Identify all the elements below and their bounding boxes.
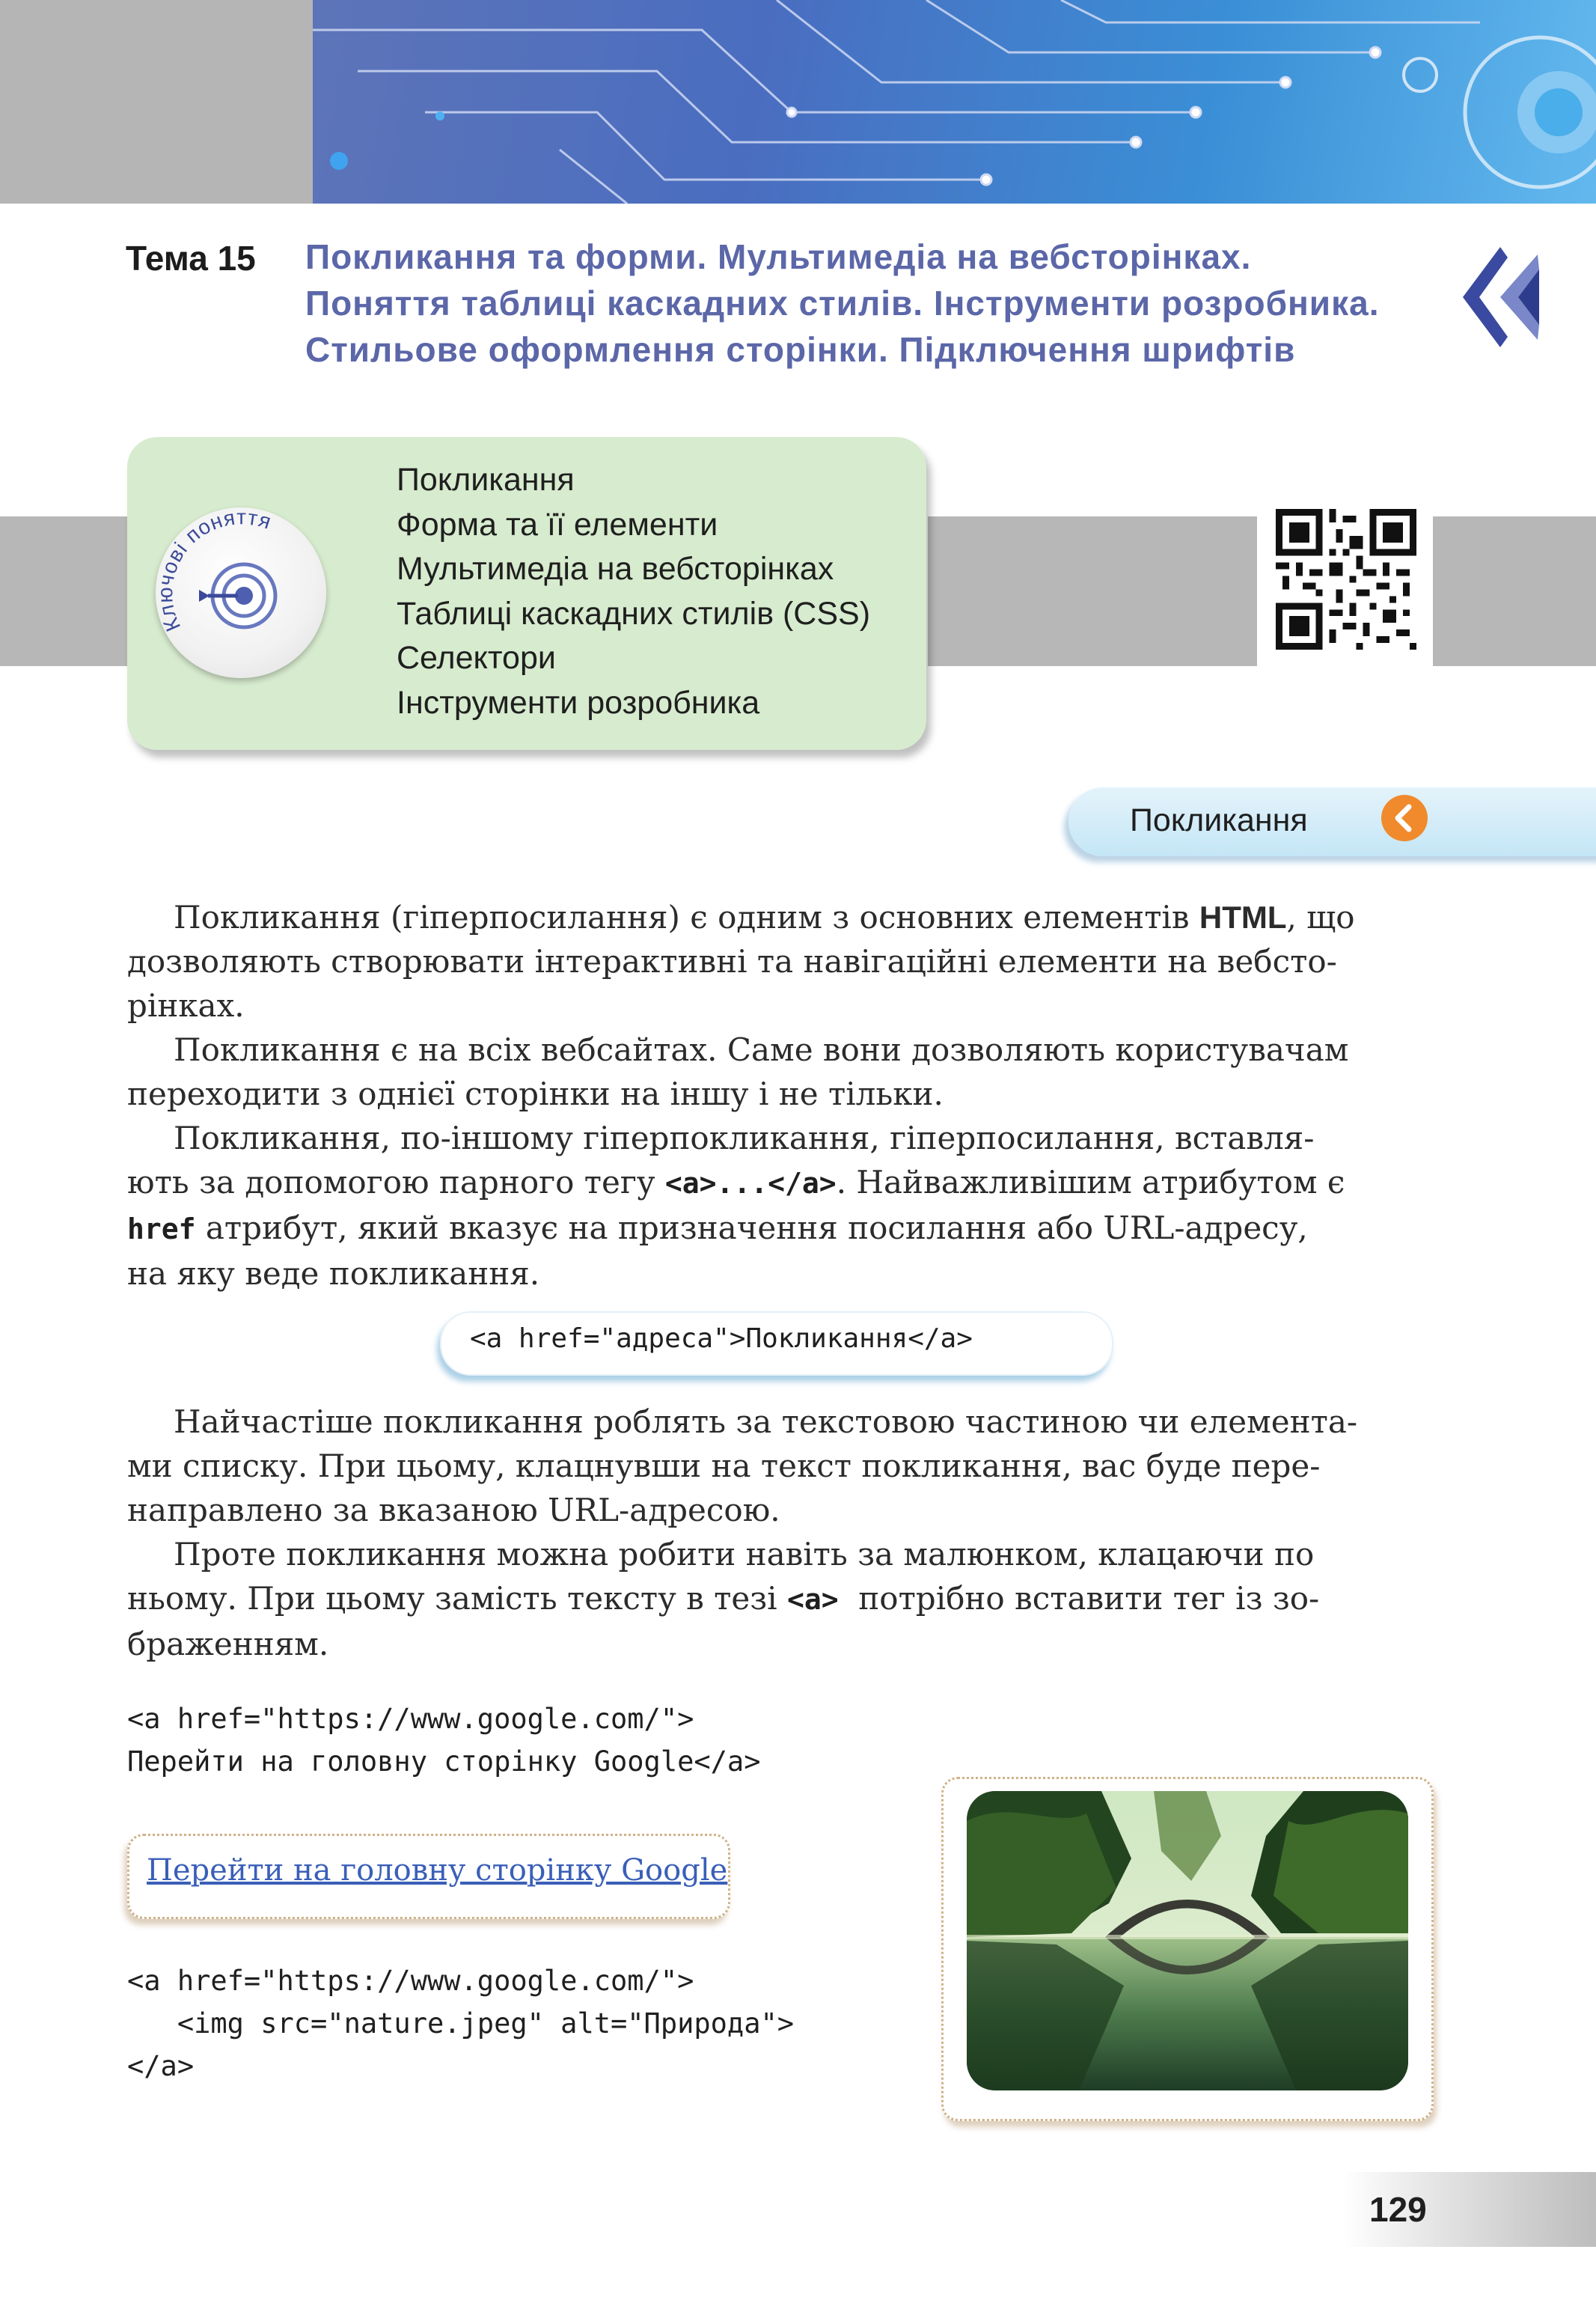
- gray-band-left: [0, 516, 135, 666]
- header-gray-block: [0, 0, 314, 204]
- key-concept-item: Мультимедіа на вебсторінках: [397, 551, 834, 587]
- key-concept-item: Інструменти розробника: [397, 684, 760, 721]
- gray-band-middle: [928, 516, 1257, 666]
- nature-photo-image: [967, 1791, 1408, 2090]
- text-line: браженням.: [127, 1626, 329, 1662]
- inline-code: <a>...</a>: [664, 1167, 837, 1200]
- code-line: </a>: [127, 2050, 195, 2082]
- text-line: направлено за вказаною URL-адресою.: [127, 1492, 780, 1528]
- topic-title-line: Покликання та форми. Мультимедіа на вебсторінках.: [305, 237, 1252, 276]
- gray-band-right: [1433, 516, 1596, 666]
- text-line: Найчастіше покликання роблять за текстовою частиною чи елемента-: [174, 1403, 1358, 1440]
- paragraph: [127, 1116, 1429, 1296]
- text-line: на яку веде покликання.: [127, 1255, 540, 1292]
- paragraph: [127, 895, 1429, 1028]
- code-example-text: <a href="адреса">Покликання</a>: [470, 1323, 973, 1354]
- paragraph: [127, 1532, 1429, 1666]
- topic-title-line: Стильове оформлення сторінки. Підключення шрифтів: [305, 330, 1296, 369]
- target-icon: [156, 507, 326, 678]
- key-concepts-badge-text: Ключові поняття: [156, 507, 275, 635]
- text-line: ньому. При цьому замість тексту в тезі <a> потрібно вставити тег із зо-: [127, 1580, 1320, 1617]
- key-concepts-list: [397, 458, 870, 725]
- link-example[interactable]: Перейти на головну сторінку Google: [147, 1853, 728, 1888]
- key-concept-item: Покликання: [397, 462, 575, 498]
- text-line: ють за допомогою парного тегу <a>...</a>. Найважливішим атрибутом є: [127, 1164, 1345, 1201]
- text-line: href атрибут, який вказує на призначення посилання або URL-адресу,: [127, 1210, 1308, 1246]
- code-line: <a href="https://www.google.com/">: [127, 1965, 694, 1997]
- inline-code: href: [127, 1213, 196, 1245]
- topic-title: [305, 234, 1379, 373]
- key-concept-item: Таблиці каскадних стилів (CSS): [397, 595, 871, 632]
- section-title: Покликання: [1130, 802, 1308, 838]
- page-number: 129: [1369, 2190, 1427, 2229]
- paragraph: [127, 1028, 1429, 1116]
- text-line: Покликання є на всіх вебсайтах. Саме вони дозволяють користувачам: [174, 1031, 1349, 1068]
- html-term: HTML: [1199, 900, 1287, 935]
- key-concept-item: Форма та її елементи: [397, 506, 718, 543]
- topic-number: Тема 15: [126, 239, 256, 278]
- code-block: [127, 1959, 794, 2087]
- key-concept-item: Селектори: [397, 640, 556, 676]
- chevron-left-icon: [1380, 793, 1429, 843]
- text-line: Покликання, по-іншому гіперпокликання, гіперпосилання, вставля-: [174, 1120, 1315, 1156]
- inline-code: <a>: [786, 1583, 839, 1616]
- code-block: [127, 1698, 760, 1783]
- key-concepts-badge: [156, 507, 326, 678]
- text-line: переходити з однієї сторінки на іншу і не тільки.: [127, 1076, 944, 1112]
- text-line: ми списку. При цьому, клацнувши на текст покликання, вас буде пере-: [127, 1448, 1321, 1484]
- code-line: <a href="https://www.google.com/">: [127, 1703, 694, 1735]
- circuit-pattern-icon: [313, 0, 1596, 204]
- text-line: дозволяють створювати інтерактивні та навігаційні елементи на вебсто-: [127, 943, 1337, 980]
- text-line: рінках.: [127, 987, 245, 1024]
- double-chevron-left-icon: [1455, 241, 1545, 353]
- topic-title-line: Поняття таблиці каскадних стилів. Інструменти розробника.: [305, 284, 1380, 323]
- code-line: Перейти на головну сторінку Google</a>: [127, 1745, 761, 1778]
- nature-photo[interactable]: [967, 1791, 1408, 2090]
- text-line: Проте покликання можна робити навіть за малюнком, клацаючи по: [174, 1536, 1315, 1573]
- text-line: Покликання (гіперпосилання) є одним з основних елементів HTML, що: [174, 899, 1355, 936]
- qr-code-icon[interactable]: [1276, 509, 1416, 650]
- code-line: <img src="nature.jpeg" alt="Природа">: [127, 2007, 795, 2040]
- paragraph: [127, 1400, 1429, 1532]
- header-banner: [313, 0, 1596, 204]
